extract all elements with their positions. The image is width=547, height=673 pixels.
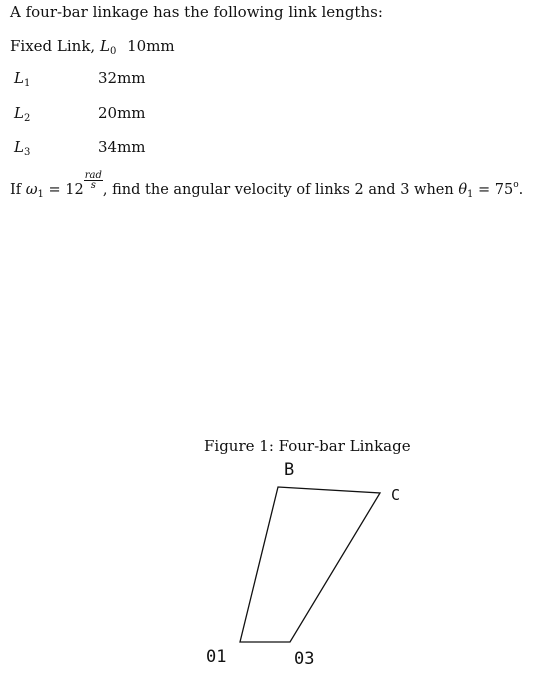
omega-symbol: ω bbox=[25, 182, 38, 198]
link-2-sub: 2 bbox=[23, 113, 31, 124]
fixed-link-label: Fixed Link, bbox=[10, 37, 96, 55]
question-if: If bbox=[10, 182, 22, 198]
link-1-symbol: L bbox=[14, 69, 24, 87]
omega-value: 12 bbox=[65, 182, 84, 198]
degree-symbol: o bbox=[513, 180, 519, 190]
fixed-link-sub: 0 bbox=[109, 46, 117, 57]
link-2-value: 20mm bbox=[98, 104, 146, 122]
link-1-sub: 1 bbox=[23, 78, 31, 89]
link-3-value: 34mm bbox=[98, 138, 146, 156]
unit-numerator: rad bbox=[84, 170, 102, 181]
linkage-outline bbox=[240, 487, 380, 642]
link-3-symbol: L bbox=[14, 138, 24, 156]
question-end: . bbox=[518, 182, 524, 198]
point-c-label: C bbox=[391, 486, 401, 504]
link-1-value: 32mm bbox=[98, 69, 146, 87]
link-2-symbol: L bbox=[14, 104, 24, 122]
omega-equals: = bbox=[48, 182, 61, 198]
link-3-sub: 3 bbox=[23, 147, 31, 158]
point-o1-label: 01 bbox=[206, 647, 227, 667]
theta-symbol: θ bbox=[458, 182, 468, 198]
intro-text: A four-bar linkage has the following link lengths: bbox=[10, 3, 383, 21]
question-mid-text: , find the angular velocity of links 2 and 3 when bbox=[102, 182, 454, 198]
omega-sub: 1 bbox=[37, 189, 44, 200]
unit-denominator: s bbox=[90, 180, 96, 191]
theta-equals: = bbox=[478, 182, 491, 198]
figure-caption: Figure 1: Four-bar Linkage bbox=[204, 437, 411, 455]
point-b-label: B bbox=[284, 460, 295, 480]
point-o3-label: 03 bbox=[294, 649, 315, 669]
fixed-link-symbol: L bbox=[99, 37, 110, 55]
theta-sub: 1 bbox=[467, 189, 474, 200]
theta-value: 75 bbox=[494, 182, 514, 198]
fixed-link-value: 10mm bbox=[127, 37, 175, 55]
